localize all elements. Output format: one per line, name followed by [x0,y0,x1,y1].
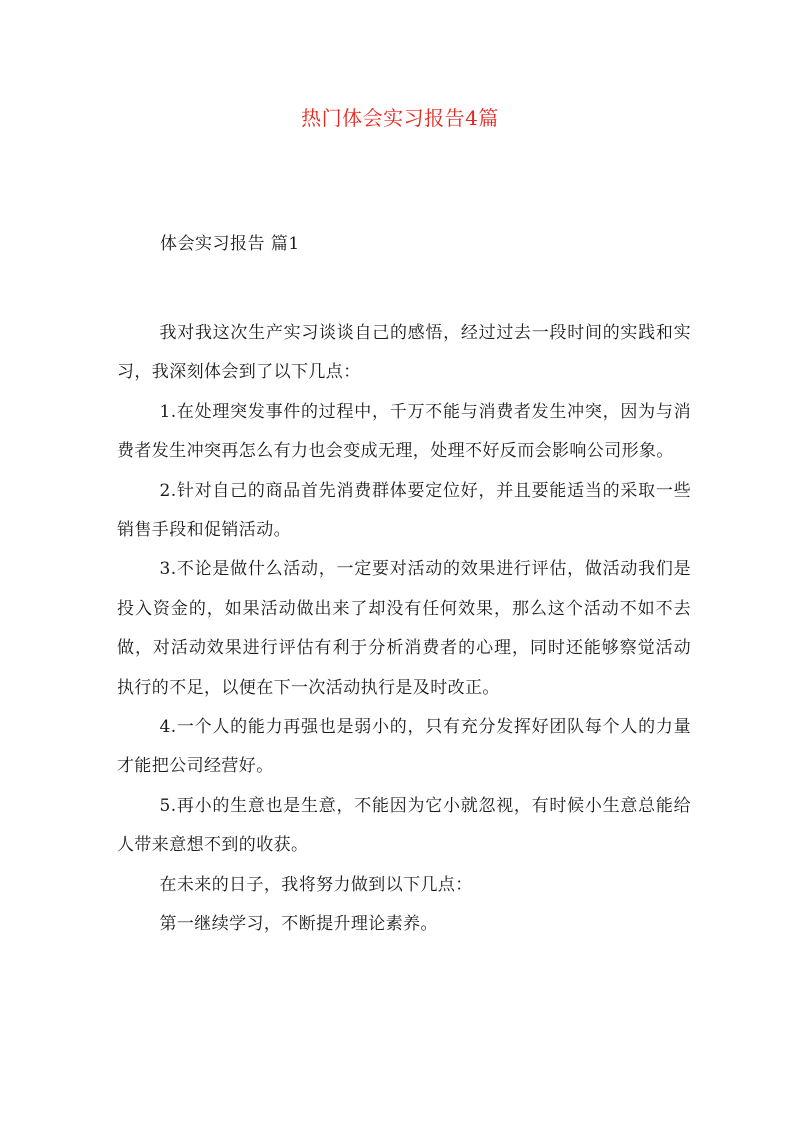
paragraph-point-3: 3.不论是做什么活动，一定要对活动的效果进行评估，做活动我们是投入资金的，如果活动做出来了却没有任何效果，那么这个活动不如不去做，对活动效果进行评估有利于分析消费者的心理，同时还能够察觉活动执行的不足，以便在下一次活动执行是及时改正。 [117,559,691,698]
paragraph-point-5: 5.再小的生意也是生意，不能因为它小就忽视，有时候小生意总能给人带来意想不到的收获。 [117,795,691,856]
section-heading: 体会实习报告 篇1 [160,234,300,254]
paragraph-point-2: 2.针对自己的商品首先消费群体要定位好，并且要能适当的采取一些销售手段和促销活动。 [117,480,691,541]
paragraph-future-first: 第一继续学习，不断提升理论素养。 [159,914,438,935]
paragraph-intro: 我对我这次生产实习谈谈自己的感悟，经过过去一段时间的实践和实习，我深刻体会到了以下几点： [117,323,691,383]
document-body [117,314,691,945]
paragraph-point-1: 1.在处理突发事件的过程中，千万不能与消费者发生冲突，因为与消费者发生冲突再怎么有力也会变成无理，处理不好反而会影响公司形象。 [117,401,691,462]
paragraph-point-4: 4.一个人的能力再强也是弱小的，只有充分发挥好团队每个人的力量才能把公司经营好。 [117,717,691,777]
document-title: 热门体会实习报告4篇 [301,106,499,130]
paragraph-future-intro: 在未来的日子，我将努力做到以下几点： [159,874,473,895]
